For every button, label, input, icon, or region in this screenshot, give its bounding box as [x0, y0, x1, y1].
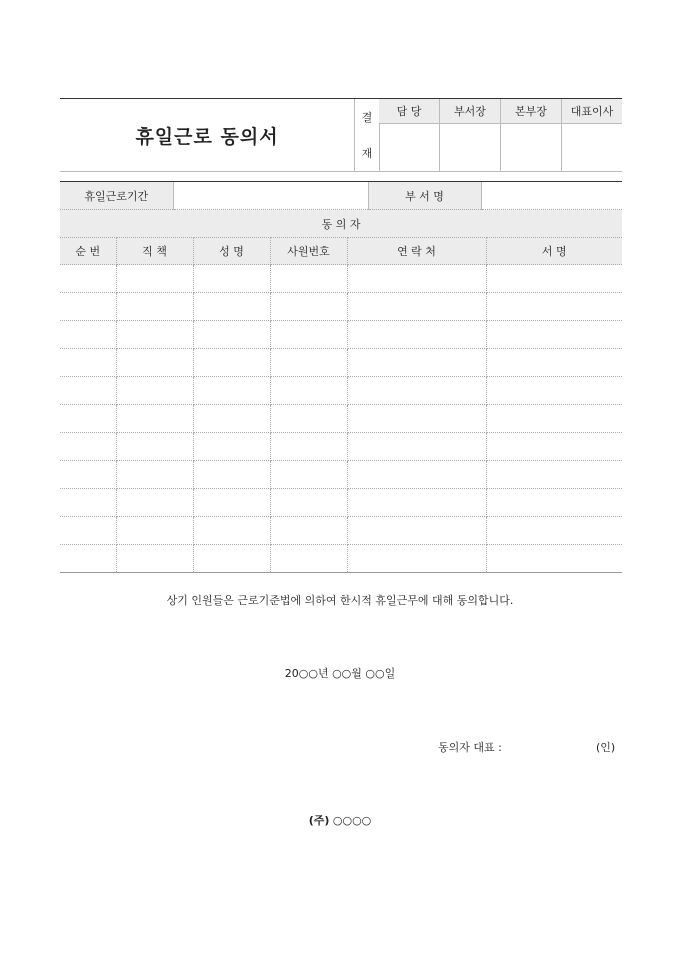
table-cell[interactable]: [60, 293, 116, 321]
dept-field[interactable]: [481, 182, 622, 210]
table-cell[interactable]: [193, 265, 270, 293]
info-table: [60, 182, 622, 210]
company-prefix: (주): [308, 814, 330, 827]
table-cell[interactable]: [347, 489, 486, 517]
table-cell[interactable]: [347, 321, 486, 349]
table-cell[interactable]: [347, 405, 486, 433]
table-cell[interactable]: [193, 489, 270, 517]
table-cell[interactable]: [60, 265, 116, 293]
representative-label: 동의자 대표 :: [438, 741, 502, 754]
table-cell[interactable]: [60, 349, 116, 377]
table-row: [60, 405, 622, 433]
column-header: 연 락 처: [347, 238, 486, 265]
table-cell[interactable]: [486, 349, 622, 377]
approval-box-staff[interactable]: [379, 99, 440, 171]
table-cell[interactable]: [486, 461, 622, 489]
table-cell[interactable]: [347, 349, 486, 377]
table-row: [60, 265, 622, 293]
column-header: 사원번호: [270, 238, 347, 265]
table-cell[interactable]: [193, 461, 270, 489]
table-cell[interactable]: [116, 405, 193, 433]
table-cell[interactable]: [60, 377, 116, 405]
seal-mark: (인): [596, 741, 616, 754]
table-cell[interactable]: [193, 517, 270, 545]
table-cell[interactable]: [193, 405, 270, 433]
table-cell[interactable]: [347, 545, 486, 573]
approval-header: 부서장: [440, 99, 500, 124]
approval-box-ceo[interactable]: [562, 99, 622, 171]
table-cell[interactable]: [486, 377, 622, 405]
table-row: [60, 433, 622, 461]
document-date: 20○○년 ○○월 ○○일: [284, 667, 396, 680]
table-cell[interactable]: [60, 517, 116, 545]
table-cell[interactable]: [60, 545, 116, 573]
table-row: [60, 377, 622, 405]
table-cell[interactable]: [270, 433, 347, 461]
table-cell[interactable]: [193, 293, 270, 321]
company-line: [0, 812, 680, 828]
table-cell[interactable]: [193, 433, 270, 461]
table-cell[interactable]: [270, 517, 347, 545]
table-cell[interactable]: [270, 321, 347, 349]
table-cell[interactable]: [347, 433, 486, 461]
table-cell[interactable]: [486, 293, 622, 321]
table-cell[interactable]: [116, 293, 193, 321]
column-header: 서 명: [486, 238, 622, 265]
table-cell[interactable]: [60, 489, 116, 517]
table-cell[interactable]: [116, 433, 193, 461]
approval-box-dept-head[interactable]: [440, 99, 501, 171]
table-cell[interactable]: [270, 293, 347, 321]
approval-header: 담 당: [379, 99, 439, 124]
table-row: [60, 517, 622, 545]
table-cell[interactable]: [270, 489, 347, 517]
document-header: [60, 98, 622, 172]
table-cell[interactable]: [116, 545, 193, 573]
table-cell[interactable]: [347, 293, 486, 321]
approval-label-top: 결: [361, 111, 373, 124]
table-cell[interactable]: [270, 377, 347, 405]
table-cell[interactable]: [347, 517, 486, 545]
table-header-row: [60, 238, 622, 265]
consent-table: [60, 210, 622, 573]
section-title: 동 의 자: [60, 210, 622, 238]
table-cell[interactable]: [347, 377, 486, 405]
table-row: [60, 489, 622, 517]
table-cell[interactable]: [347, 265, 486, 293]
table-cell[interactable]: [193, 349, 270, 377]
table-cell[interactable]: [486, 545, 622, 573]
dept-label: 부 서 명: [368, 182, 481, 210]
document-title: 휴일근로 동의서: [135, 125, 279, 148]
table-cell[interactable]: [60, 433, 116, 461]
company-name: ○○○○: [332, 814, 372, 827]
table-cell[interactable]: [60, 405, 116, 433]
approval-box-division-head[interactable]: [501, 99, 562, 171]
table-cell[interactable]: [116, 489, 193, 517]
consent-statement: 상기 인원들은 근로기준법에 의하여 한시적 휴일근무에 대해 동의합니다.: [166, 594, 514, 607]
table-cell[interactable]: [270, 461, 347, 489]
table-row: [60, 293, 622, 321]
table-cell[interactable]: [486, 489, 622, 517]
table-cell[interactable]: [486, 433, 622, 461]
table-cell[interactable]: [486, 405, 622, 433]
approval-label-bottom: 재: [361, 147, 373, 160]
table-cell[interactable]: [116, 349, 193, 377]
column-header: 순 번: [60, 238, 116, 265]
table-cell[interactable]: [116, 265, 193, 293]
period-label: 휴일근로기간: [60, 182, 173, 210]
period-field[interactable]: [173, 182, 368, 210]
table-row: [60, 349, 622, 377]
table-row: [60, 545, 622, 573]
table-cell[interactable]: [116, 377, 193, 405]
column-header: 성 명: [193, 238, 270, 265]
table-cell[interactable]: [193, 321, 270, 349]
table-cell[interactable]: [116, 321, 193, 349]
table-cell[interactable]: [60, 461, 116, 489]
table-cell[interactable]: [486, 517, 622, 545]
table-cell[interactable]: [347, 461, 486, 489]
approval-header: 본부장: [501, 99, 561, 124]
table-cell[interactable]: [270, 349, 347, 377]
table-row: [60, 321, 622, 349]
approval-label: [354, 99, 380, 171]
table-cell[interactable]: [116, 517, 193, 545]
table-cell[interactable]: [193, 377, 270, 405]
table-cell[interactable]: [486, 265, 622, 293]
table-cell[interactable]: [486, 321, 622, 349]
table-cell[interactable]: [270, 545, 347, 573]
table-cell[interactable]: [270, 265, 347, 293]
table-cell[interactable]: [60, 321, 116, 349]
table-cell[interactable]: [193, 545, 270, 573]
table-cell[interactable]: [116, 461, 193, 489]
consent-table-wrapper: [60, 181, 622, 573]
table-cell[interactable]: [270, 405, 347, 433]
approval-header: 대표이사: [562, 99, 622, 124]
column-header: 직 책: [116, 238, 193, 265]
table-row: [60, 461, 622, 489]
